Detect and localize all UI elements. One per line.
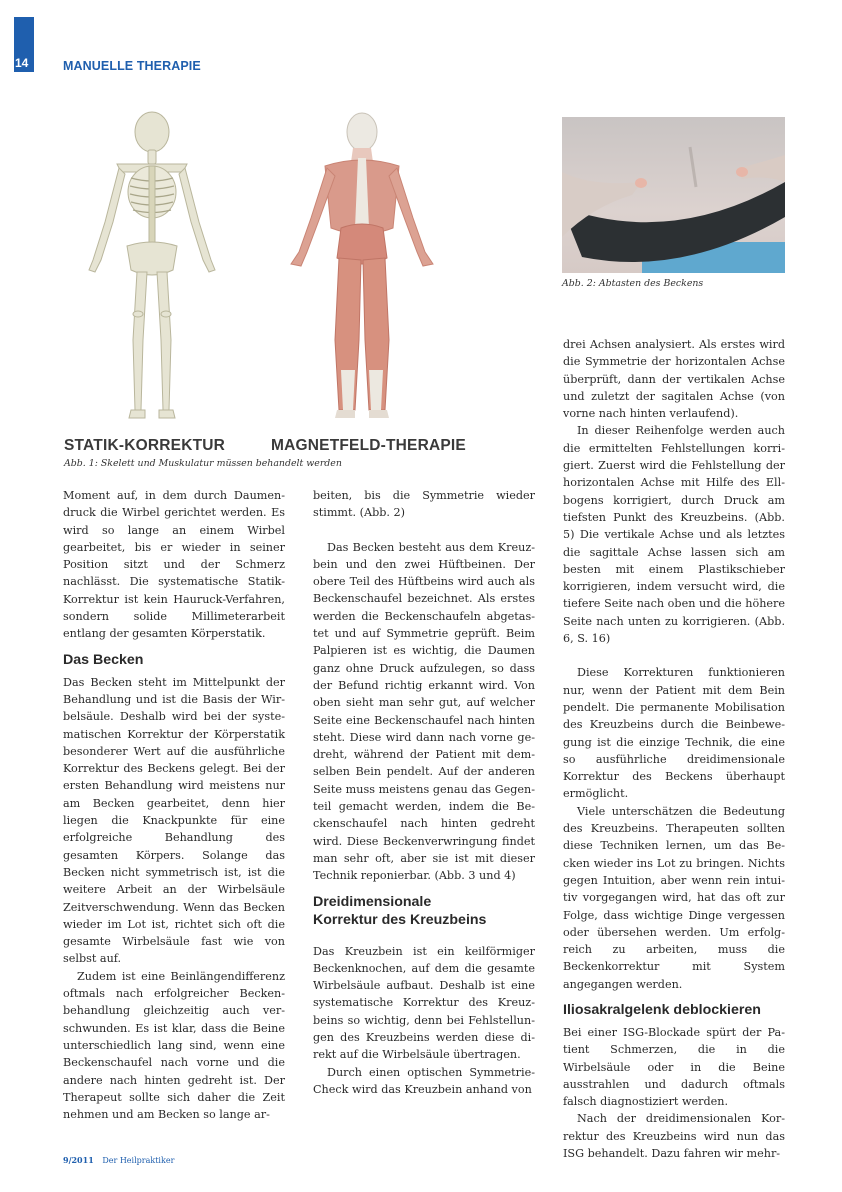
figure2-caption: Abb. 2: Abtasten des Beckens bbox=[562, 278, 704, 289]
paragraph: Das Becken besteht aus dem Kreuzbein und den zwei Hüftbeinen. Der obere Teil des Hüftbeins wird auch als Beckenschaufel bezeichnet. Als erstes werden die Beckenschaufeln abgetastet und auf Symmetrie geprüft. Beim Palpieren ist es wichtig, die Daumen ganz ohne Druck aufzulegen, so dass der Befund richtig erkannt wird. Von oben sieht man sehr gut, auf welcher Seite eine Beckenschaufel nach hinten steht. Diese wird dann nach vorne gedreht, während der Patient mit demselben Bein pendelt. Auf der anderen Seite muss meistens genau das Gegenteil gemacht werden, indem die Beckenschaufel nach hinten gedreht wird. Diese Beckenverwringung findet man sehr oft, aber sie ist mit dieser Technik reponierbar. (Abb. 3 und 4) bbox=[313, 540, 535, 883]
paragraph: Zudem ist eine Beinlängendifferenz oftmals nach erfolgreicher Beckenbehandlung gleichzeitig auch verschwunden. Es ist klar, dass die Beine unterschiedlich lang sind, wenn eine Beckenschaufel nach vorne und die andere nach hinten gedreht ist. Der Therapeut sollte sich daher die Zeit nehmen und am Becken so lange ar- bbox=[63, 969, 285, 1122]
footer-publication: Der Heilpraktiker bbox=[102, 1156, 175, 1165]
heading-line: Dreidimensionale bbox=[313, 893, 432, 910]
section-title: MANUELLE THERAPIE bbox=[63, 59, 201, 73]
paragraph: Diese Korrekturen funktionieren nur, wenn der Patient mit dem Bein pendelt. Die permanente Mobilisation des Kreuzbeins durch die Beinbewegung ist die einzige Technik, die eine so ausführliche dreidimensionale Korrektur des Beckens überhaupt ermöglicht. bbox=[563, 666, 785, 801]
heading-dreidimensionale-korrektur bbox=[313, 893, 535, 929]
paragraph: Durch einen optischen Symmetrie-Check wird das Kreuzbein anhand von bbox=[313, 1065, 535, 1096]
paragraph: Bei einer ISG-Blockade spürt der Patient Schmerzen, die in die Wirbelsäule oder in die Beine ausstrahlen und dadurch oftmals falsch diagnostiziert werden. bbox=[563, 1025, 785, 1109]
heading-line: Korrektur des Kreuzbeins bbox=[313, 911, 487, 928]
skeleton-figure bbox=[89, 112, 215, 418]
footer-issue: 9/2011 bbox=[63, 1155, 94, 1165]
muscle-figure bbox=[291, 113, 433, 418]
article-column-2 bbox=[313, 487, 535, 1098]
paragraph: Nach der dreidimensionalen Korrektur des Kreuzbeins wird nun das ISG behandelt. Dazu fahren wir mehr- bbox=[563, 1112, 785, 1161]
paragraph: Das Becken steht im Mittelpunkt der Behandlung und ist die Basis der Wirbelsäule. Deshalb wird bei der systematischen Korrektur der Körperstatik besonderer Wert auf die ausführliche Korrektur des Beckens gelegt. Bei der ersten Behandlung wird meistens nur am Becken gearbeitet, denn hier liegen die Knackpunkte für eine erfolgreiche Behandlung des gesamten Körpers. Solange das Becken nicht symmetrisch ist, ist die weitere Arbeit an der Wirbelsäule Zeitverschwendung. Wenn das Becken wieder im Lot ist, richtet sich oft die gesamte Wirbelsäule fast wie von selbst auf. bbox=[63, 675, 285, 966]
heading-das-becken: Das Becken bbox=[63, 651, 144, 668]
page-number: 14 bbox=[15, 56, 29, 70]
paragraph: beiten, bis die Symmetrie wieder stimmt. (Abb. 2) bbox=[313, 489, 535, 520]
figure-label-magnetfeld: MAGNETFELD-THERAPIE bbox=[271, 437, 466, 454]
figure-pelvis-palpation-photo bbox=[562, 117, 785, 273]
paragraph: drei Achsen analysiert. Als erstes wird die Symmetrie der horizontalen Achse überprüft, dann der vertikalen Achse und zuletzt der sagitalen Achse (von vorne nach hinten verlaufend). bbox=[563, 338, 785, 421]
figure-label-statik: STATIK-KORREKTUR bbox=[64, 437, 226, 454]
paragraph: In dieser Reihenfolge werden auch die ermittelten Fehlstellungen korrigiert. Zuerst wird die Fehlstellung der horizontalen Achse mit Hilfe des Ellbogens korrigiert, durch Druck am tiefsten Punkt des Kreuzbeins. (Abb. 5) Die vertikale Achse und als letztes die sagittale Achse lassen sich am besten mit einem Plastikschieber korrigieren, indem versucht wird, die tiefere Seite nach oben und die höhere Seite nach unten zu korrigieren. (Abb. 6, S. 16) bbox=[563, 424, 785, 646]
article-column-3 bbox=[563, 336, 785, 1162]
paragraph: Moment auf, in dem durch Daumendruck die Wirbel gerichtet werden. Es wird so lange an einem Wirbel gearbeitet, bis er wieder in seiner Position sitzt und der Schmerz nachlässt. Die systematische Statik-Korrektur ist kein Hauruck-Verfahren, sondern solide Millimeterarbeit entlang der gesamten Körperstatik. bbox=[63, 489, 285, 641]
paragraph: Das Kreuzbein ist ein keilförmiger Beckenknochen, auf dem die gesamte Wirbelsäule aufbaut. Deshalb ist eine systematische Korrektur des Kreuzbeins so wichtig, denn bei Fehlstellungen des Kreuzbeins werden diese direkt auf die Wirbelsäule übertragen. bbox=[313, 944, 535, 1062]
anatomy-illustration bbox=[55, 110, 475, 430]
figure-skeleton-muscles bbox=[55, 110, 475, 430]
page-footer bbox=[63, 1155, 174, 1165]
article-column-1 bbox=[63, 487, 285, 1123]
heading-iliosakralgelenk: Iliosakralgelenk deblockieren bbox=[563, 1001, 761, 1018]
paragraph: Viele unterschätzen die Bedeutung des Kreuzbeins. Therapeuten sollten diese Techniken lernen, um das Becken wieder ins Lot zu bringen. Nichts gegen Intuition, aber wenn rein intuitiv vorgegangen wird, hat das oft zur Folge, dass wichtige Dinge vergessen oder übersehen werden. Um erfolgreich zu arbeiten, muss die Beckenkorrektur mit System angegangen werden. bbox=[563, 804, 785, 991]
photo-illustration bbox=[562, 117, 785, 273]
figure1-caption: Abb. 1: Skelett und Muskulatur müssen behandelt werden bbox=[64, 458, 342, 469]
